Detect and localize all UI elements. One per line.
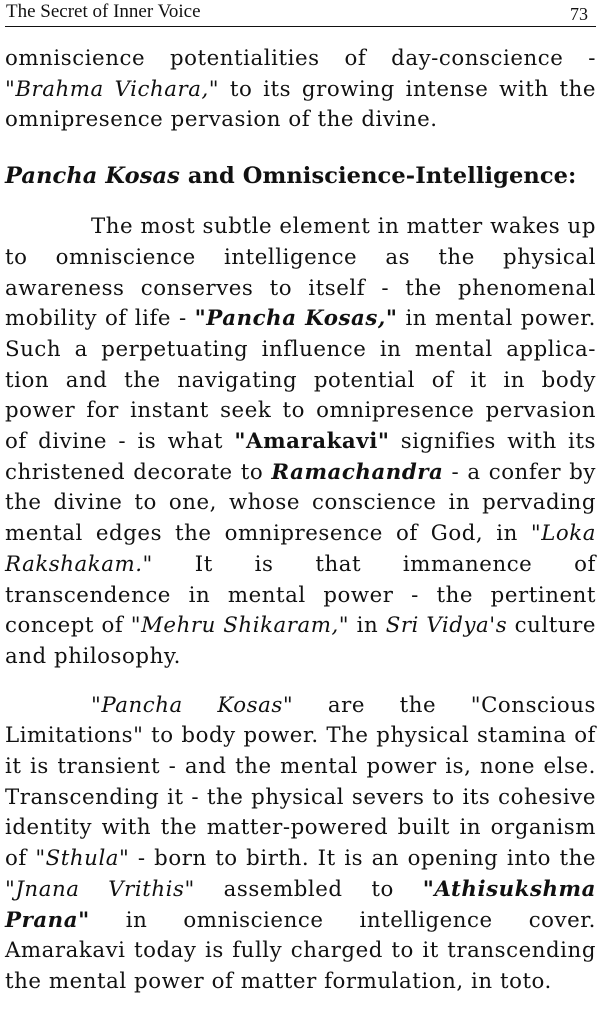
italic-term: Sri Vidya's: [385, 613, 508, 639]
running-title: The Secret of Inner Voice: [6, 1, 201, 22]
italic-term: "Mehru Shikaram,": [130, 613, 350, 639]
text-run: to its growing intense with the omnipresence pervasion of the divine.: [5, 76, 596, 133]
italic-term: "Loka Rakshakam.": [5, 521, 596, 577]
italic-term: "Brahma Vichara,": [5, 76, 220, 102]
running-header: [5, 0, 596, 27]
text-run: are the "Conscious Limitations" to body power. The physical stamina of it is transient - and the mental power is, none else. Transcending it - the physical severs to its cohesive identity with the matter-powered built in organism of: [5, 692, 597, 872]
section-heading-regular: and Omniscience-Intelligence:: [179, 163, 577, 190]
text-run: signifies with its christened decorate to: [5, 429, 597, 485]
text-run: - a confer by the divine to one, whose conscience in pervading mental edges the omnipresence of God, in: [5, 459, 597, 547]
bold-italic-term: Ramachandra: [271, 459, 444, 485]
text-run: omniscience potentialities of day-conscience -: [5, 46, 596, 71]
text-run: - born to birth. It is an opening into the: [129, 846, 596, 872]
text-run: in omniscience intelligence cover. Amarakavi today is fully charged to it transcending the mental power of matter formulation, in toto.: [5, 907, 596, 994]
text-run: in: [349, 613, 386, 639]
text-run: The most subtle element in matter wakes up to omniscience intelligence as the physical awareness conserves to itself - the phenomenal mobility of life -: [5, 214, 596, 332]
intro-paragraph: [5, 44, 596, 136]
section-heading: [5, 161, 596, 191]
bold-term: "Amarakavi": [234, 429, 390, 455]
italic-term: "Pancha Kosas": [91, 692, 294, 718]
bold-italic-term: "Pancha Kosas,": [194, 306, 398, 332]
text-run: assembled to: [194, 876, 423, 902]
text-run: It is that immanence of transcendence in mental power - the pertinent concept of: [5, 551, 596, 639]
text-run: in mental power. Such a perpetuating influence in mental applica-tion and the navigating potential of it in body power for instant seek to omnipresence pervasion of divine - is what: [5, 306, 596, 455]
page-number: 73: [570, 4, 588, 24]
page-body: [5, 44, 596, 998]
paragraph-pancha-kosas: [5, 212, 596, 673]
italic-term: "Sthula": [35, 846, 130, 872]
paragraph-conscious-limitations: [5, 691, 596, 998]
italic-term: "Jnana Vrithis": [5, 876, 195, 902]
section-heading-italic: Pancha Kosas: [5, 163, 180, 190]
bold-italic-term: "Athisukshma Prana": [5, 876, 596, 933]
text-run: culture and philosophy.: [5, 613, 596, 669]
